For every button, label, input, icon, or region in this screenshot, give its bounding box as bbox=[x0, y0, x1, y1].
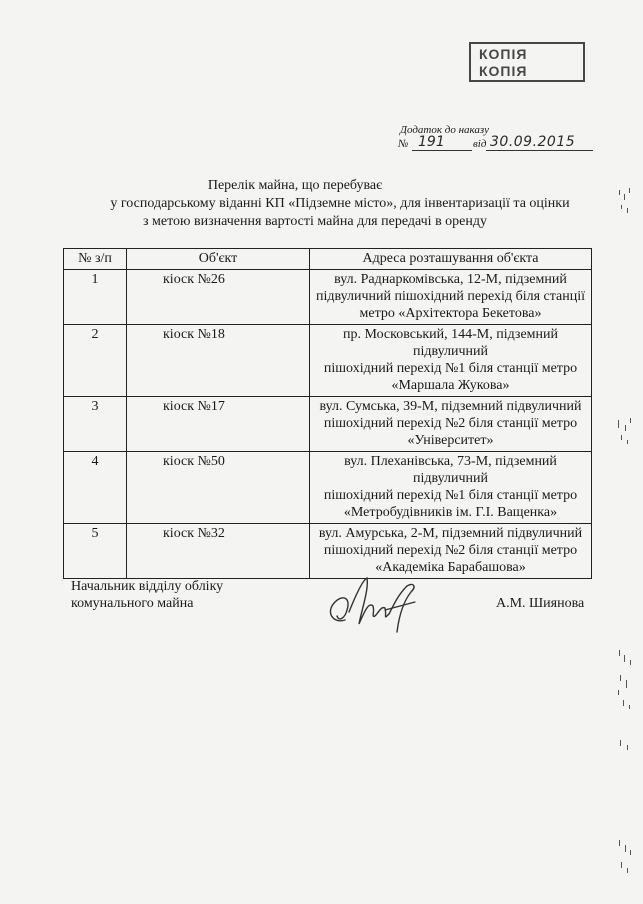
table-row bbox=[64, 397, 592, 452]
document-title bbox=[60, 177, 620, 231]
address-line: метро «Архітектора Бекетова» bbox=[359, 306, 542, 321]
address-line: «Університет» bbox=[407, 433, 494, 448]
annex-label: Додаток до наказу bbox=[400, 124, 489, 136]
address-line: вул. Плеханівська, 73-М, підземний підвуличний bbox=[344, 454, 557, 486]
address-line: вул. Сумська, 39-М, підземний підвуличний bbox=[319, 399, 582, 414]
table-row bbox=[64, 524, 592, 579]
handwritten-signature bbox=[315, 572, 425, 637]
order-number-underline bbox=[412, 150, 472, 151]
address-line: підвуличний пішохідний перехід біля станції bbox=[316, 289, 585, 304]
address-line: пр. Московський, 144-М, підземний підвуличний bbox=[342, 327, 559, 359]
row-object: кіоск №26 bbox=[127, 270, 310, 325]
address-line: пішохідний перехід №2 біля станції метро bbox=[323, 543, 578, 558]
row-num: 5 bbox=[64, 524, 127, 579]
table-header-row bbox=[64, 249, 592, 270]
signer-position bbox=[71, 578, 223, 612]
row-address bbox=[310, 397, 592, 452]
order-date-value: 30.09.2015 bbox=[490, 134, 576, 150]
copy-stamp bbox=[469, 42, 585, 82]
header-address: Адреса розташування об'єкта bbox=[310, 249, 592, 270]
header-object: Об'єкт bbox=[127, 249, 310, 270]
row-address bbox=[310, 325, 592, 397]
address-line: пішохідний перехід №1 біля станції метро bbox=[323, 488, 578, 503]
row-address bbox=[310, 452, 592, 524]
address-line: вул. Амурська, 2-М, підземний підвуличний bbox=[318, 526, 583, 541]
address-line: пішохідний перехід №1 біля станції метро bbox=[323, 361, 578, 376]
address-line: «Метробудівників ім. Г.І. Ващенка» bbox=[343, 505, 558, 520]
address-line: вул. Раднаркомівська, 12-М, підземний bbox=[334, 272, 567, 287]
address-line: «Академіка Барабашова» bbox=[375, 560, 526, 575]
table-row bbox=[64, 452, 592, 524]
row-address bbox=[310, 524, 592, 579]
signer-position-line-2: комунального майна bbox=[71, 596, 194, 611]
row-object: кіоск №50 bbox=[127, 452, 310, 524]
title-line-1: Перелік майна, що перебуває bbox=[207, 178, 383, 193]
signer-name: А.М. Шиянова bbox=[496, 596, 585, 611]
table-row bbox=[64, 270, 592, 325]
header-num: № з/п bbox=[64, 249, 127, 270]
address-line: пішохідний перехід №2 біля станції метро bbox=[323, 416, 578, 431]
stamp-line-1: КОПІЯ bbox=[479, 46, 528, 62]
property-table bbox=[63, 248, 592, 579]
row-num: 4 bbox=[64, 452, 127, 524]
row-object: кіоск №17 bbox=[127, 397, 310, 452]
margin-scan-marks bbox=[615, 180, 637, 880]
row-num: 2 bbox=[64, 325, 127, 397]
order-date-label: від bbox=[473, 138, 487, 150]
row-address bbox=[310, 270, 592, 325]
row-num: 1 bbox=[64, 270, 127, 325]
row-num: 3 bbox=[64, 397, 127, 452]
table-row bbox=[64, 325, 592, 397]
row-object: кіоск №32 bbox=[127, 524, 310, 579]
signer-position-line-1: Начальник відділу обліку bbox=[71, 579, 224, 594]
order-number-label: № bbox=[398, 138, 409, 150]
title-line-2: у господарському віданні КП «Підземне місто», для інвентаризації та оцінки bbox=[110, 196, 570, 211]
order-number-value: 191 bbox=[418, 134, 445, 150]
title-line-3: з метою визначення вартості майна для передачі в оренду bbox=[142, 214, 488, 229]
stamp-line-2: КОПІЯ bbox=[479, 63, 528, 79]
order-date-underline bbox=[486, 150, 593, 151]
address-line: «Маршала Жукова» bbox=[391, 378, 510, 393]
row-object: кіоск №18 bbox=[127, 325, 310, 397]
